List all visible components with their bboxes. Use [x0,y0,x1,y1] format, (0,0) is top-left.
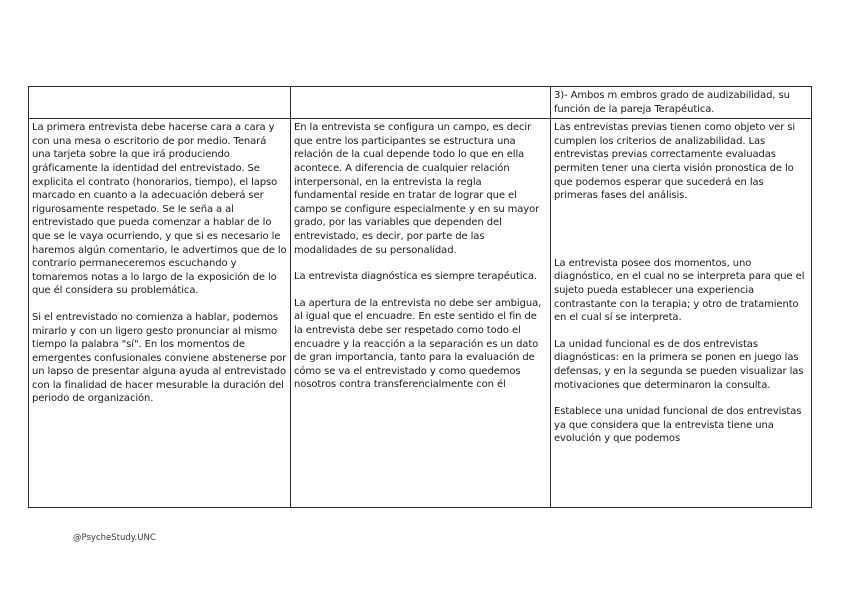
notes-table [28,86,812,508]
header-cell-2 [291,87,551,119]
col2-paragraph-1: En la entrevista se configura un campo, es decir que entre los participantes se estructura una relación de la cual depende todo lo que en ella acontece. A diferencia de cualquier relación interpersonal, en la entrevista la regla fundamental reside en tratar de lograr que el campo se configure especialmente y en su mayor grado, por las variables que dependen del entrevistado, es decir, por parte de las modalidades de su personalidad. [294,122,540,256]
footer-credit: @PsycheStudy.UNC [73,533,156,543]
col2-paragraph-3: La apertura de la entrevista no debe ser ambigua, al igual que el encuadre. En este sentido el fin de la entrevista debe ser respetado como todo el encuadre y la reacción a la separación es un dato de gran importancia, tanto para la evaluación de cómo se va el entrevistado y como quedemos nosotros contra transferencialmente con él [294,297,542,391]
col1-paragraph-1: La primera entrevista debe hacerse cara a cara y con una mesa o escritorio de por medio. Tenará una tarjeta sobre la que irá produciendo gráficamente la identidad del entrevistado. Se explicita el contrato (honorarios, tiempo), el lapso marcado en cuanto a la adecuación deberá ser rigurosamente respetado. Se le seña a al entrevistado que pueda comenzar a hablar de lo que se le vaya ocurriendo, y que si es necesario le haremos algún comentario, le advertimos que de lo contrario permaneceremos escuchando y tomaremos notas a lo largo de la exposición de lo que él considera su problemática. [32,122,287,297]
column-3-cell [551,119,812,508]
col1-paragraph-2: Si el entrevistado no comienza a hablar, podemos mirarlo y con un ligero gesto pronunciar al mismo tiempo la palabra "sí". En los momentos de emergentes confusionales conviene abstenerse por un lapso de presentar alguna ayuda al entrevistado con la finalidad de hacer mesurable la duración del periodo de organización. [32,311,287,405]
column-1-cell [29,119,291,508]
col3-paragraph-3: La unidad funcional es de dos entrevistas diagnósticas: en la primera se ponen en juego las defensas, y en la segunda se pueden visualizar las motivaciones que determinaron la consulta. [554,338,804,391]
col3-paragraph-4: Establece una unidad funcional de dos entrevistas ya que considera que la entrevista tiene una evolución y que podemos [554,406,802,445]
header-cell-1 [29,87,291,119]
column-2-cell [291,119,551,508]
col3-paragraph-2: La entrevista posee dos momentos, uno diagnóstico, en el cual no se interpreta para que el sujeto pueda establecer una experiencia contrastante con la terapia; y otro de tratamiento en el cual sí se interpreta. [554,257,805,324]
table-body-row [29,119,812,508]
header-cell-3 [551,87,812,119]
table-header-row [29,87,812,119]
col3-paragraph-1: Las entrevistas previas tienen como objeto ver si cumplen los criterios de analizabilidad. Las entrevistas previas correctamente evaluadas permiten tener una cierta visión pronostica de lo que podemos esperar que sucederá en las primeras fases del análisis. [554,122,796,202]
header-cell-3-text: 3)- Ambos m embros grado de audizabilidad, su función de la pareja Terapéutica. [554,90,790,115]
col2-paragraph-2: La entrevista diagnóstica es siempre terapéutica. [294,271,537,283]
